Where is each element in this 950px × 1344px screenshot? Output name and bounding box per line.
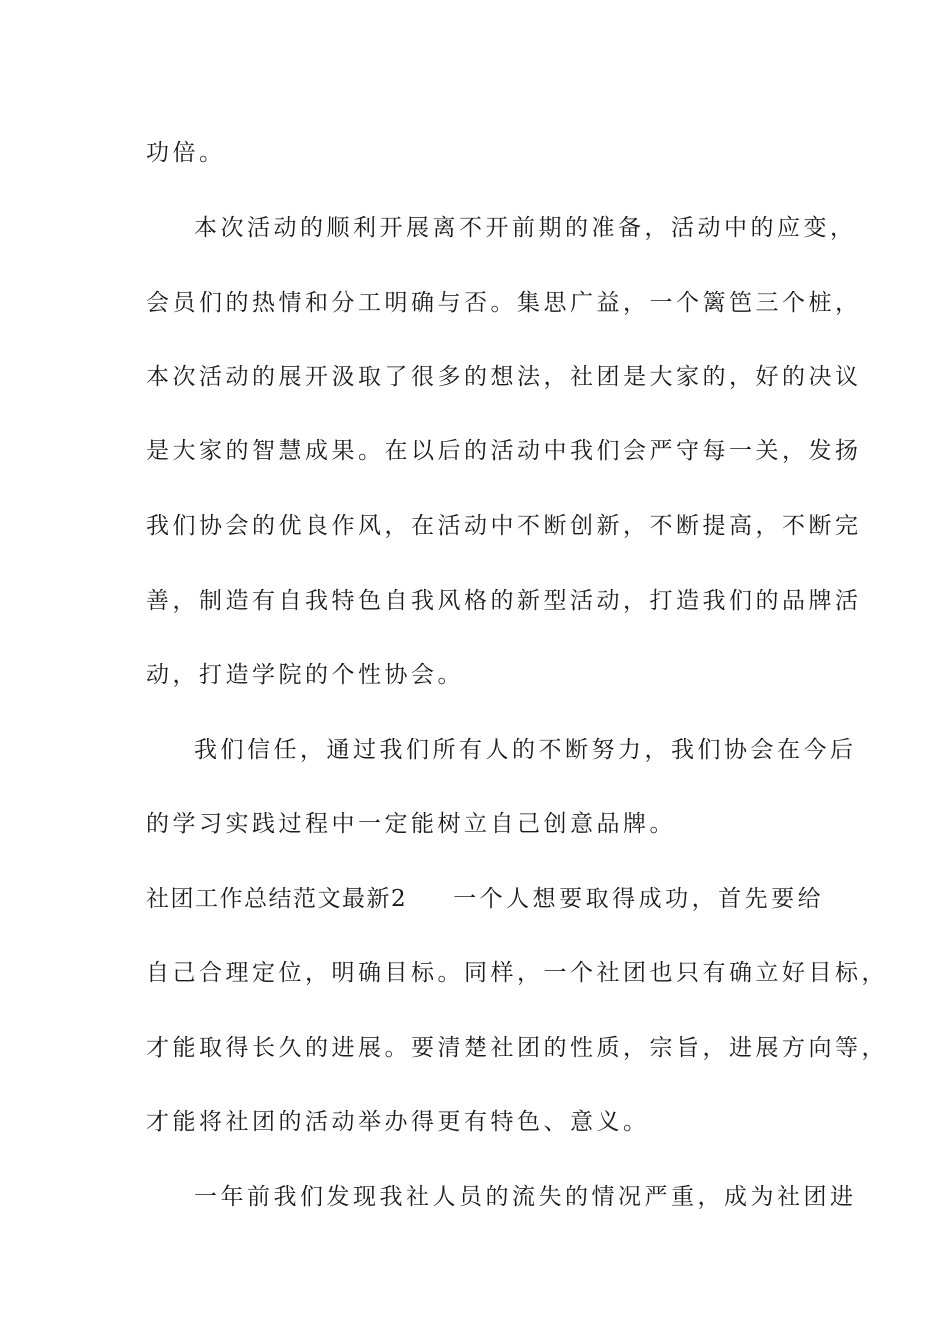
text-line: 功倍。 [146,140,226,166]
text-line: 我们协会的优良作风，在活动中不断创新，不断提高，不断完 [146,513,862,539]
paragraph-first-line: 我们信任，通过我们所有人的不断努力，我们协会在今后 [194,737,857,763]
section-heading: 社团工作总结范文最新2 [146,886,408,912]
text-line: 善，制造有自我特色自我风格的新型活动，打造我们的品牌活 [146,588,862,614]
text-line: 才能将社团的活动举办得更有特色、意义。 [146,1109,650,1135]
paragraph-first-line: 本次活动的顺利开展离不开前期的准备，活动中的应变， [194,215,857,241]
text-line: 的学习实践过程中一定能树立自己创意品牌。 [146,811,676,837]
text-line: 才能取得长久的进展。要清楚社团的性质，宗旨，进展方向等， [146,1035,888,1061]
text-line: 自己合理定位，明确目标。同样，一个社团也只有确立好目标， [146,960,888,986]
text-line: 本次活动的展开汲取了很多的想法，社团是大家的，好的决议 [146,364,862,390]
section-first-line: 一个人想要取得成功，首先要给 [453,886,825,912]
text-line: 动，打造学院的个性协会。 [146,662,464,688]
section-heading-line [146,884,826,914]
text-line: 是大家的智慧成果。在以后的活动中我们会严守每一关，发扬 [146,438,862,464]
text-line: 会员们的热情和分工明确与否。集思广益，一个篱笆三个桩， [146,290,862,316]
paragraph-first-line: 一年前我们发现我社人员的流失的情况严重，成为社团进 [194,1184,857,1210]
